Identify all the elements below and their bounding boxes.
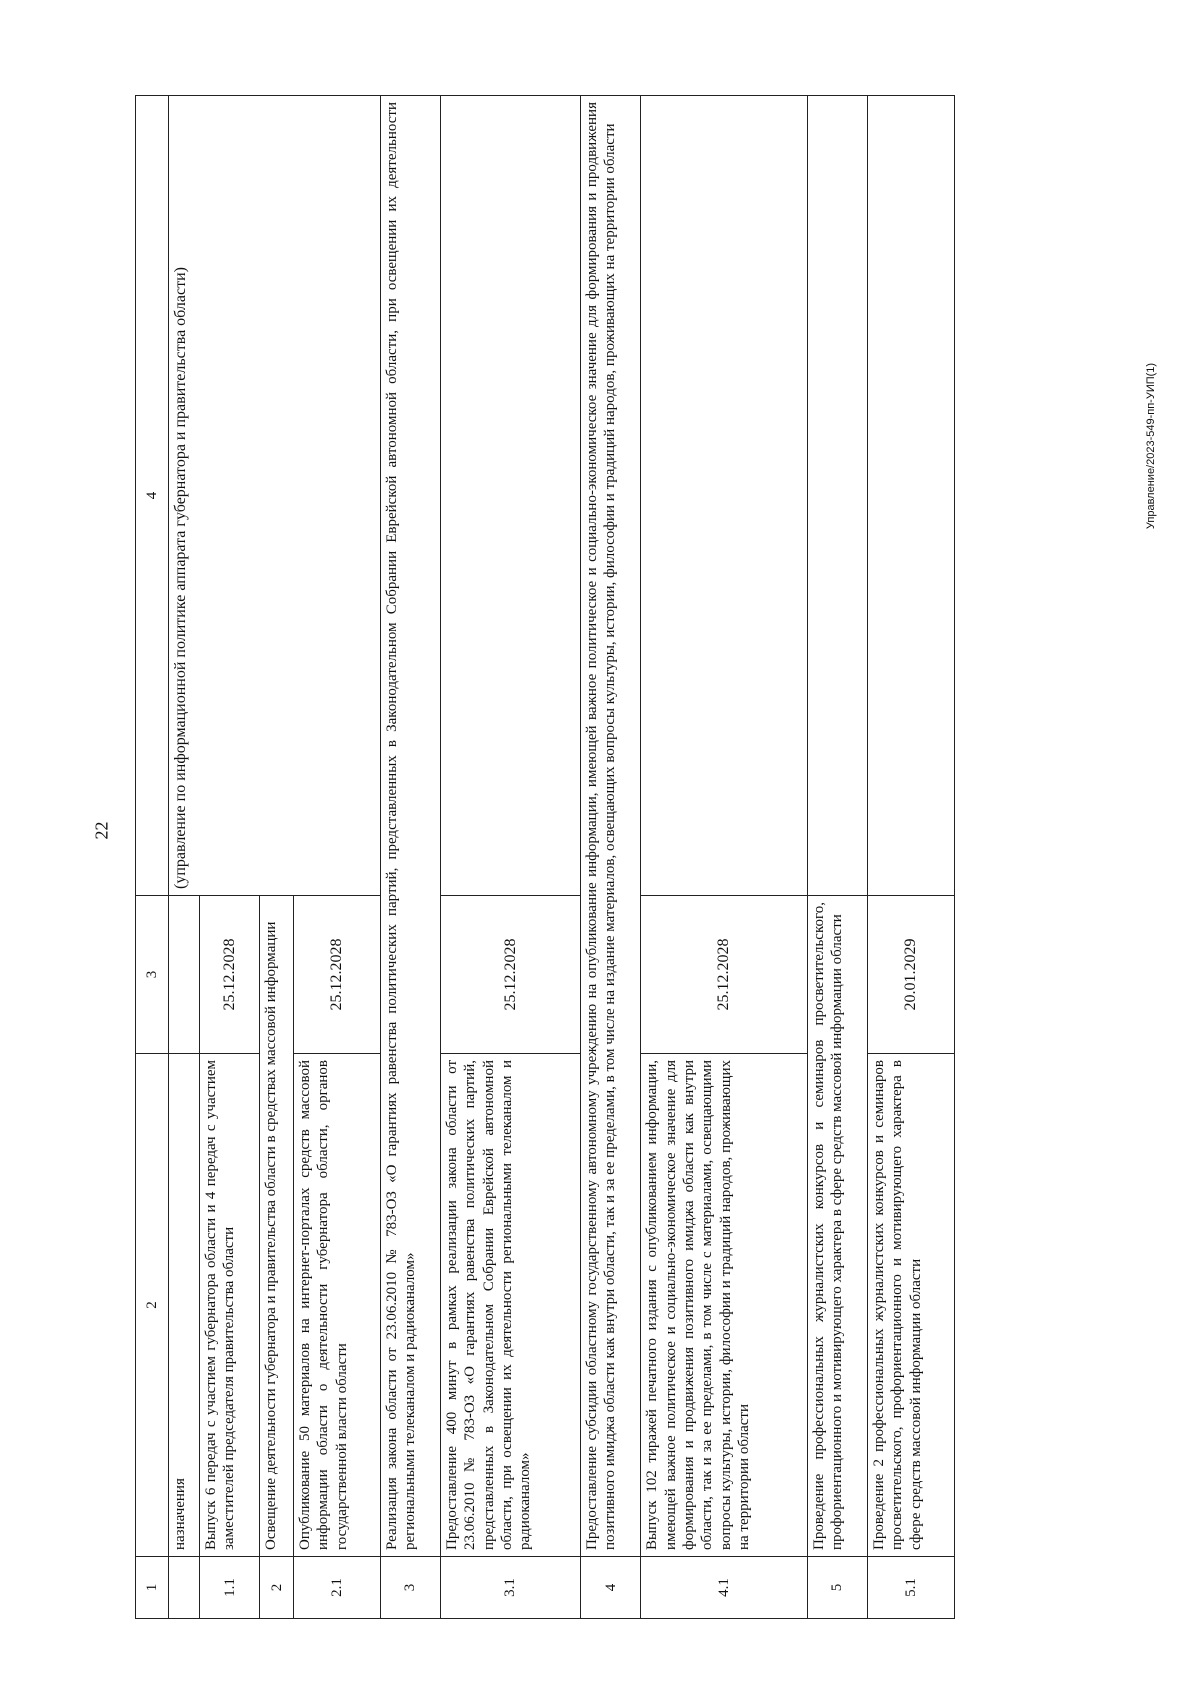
empty-cell [868, 96, 955, 896]
table-row [807, 96, 867, 1619]
row-date: 25.12.2028 [641, 896, 807, 1054]
header-row [136, 96, 169, 1619]
table-row [868, 96, 955, 1619]
section-title: Проведение профессиональных журналистских конкурсов и семинаров просветительского, профориентационного и мотивирующего характера в сфере средств массовой информации области [807, 896, 867, 1557]
header-cell-4: 4 [136, 96, 169, 896]
row-number: 4 [581, 1557, 641, 1619]
empty-cell [807, 96, 867, 896]
row-number: 4.1 [641, 1557, 807, 1619]
row-number: 2 [260, 1557, 294, 1619]
document-footer-code: Управление/2023-549-пп-УИП(1) [1145, 362, 1158, 530]
row-description: Проведение 2 профессиональных журналистских конкурсов и семинаров просветительского, профориентационного и мотивирующего характера в сфере средств массовой информации области [868, 1054, 955, 1557]
section-title: Освещение деятельности губернатора и правительства области в средствах массовой информации [260, 896, 294, 1557]
row-date: 25.12.2028 [294, 896, 381, 1054]
section-title: Реализация закона области от 23.06.2010 № 783-ОЗ «О гарантиях равенства политических партий, представленных в Законодательном Собрании Еврейской автономной области, при освещении их деятельности региональными телеканалом и радиоканалом» [380, 96, 440, 1557]
row-number: 1.1 [200, 1557, 260, 1619]
table-row [169, 96, 200, 1619]
row-number: 2.1 [294, 1557, 381, 1619]
header-cell-1: 1 [136, 1557, 169, 1619]
header-cell-2: 2 [136, 1054, 169, 1557]
row-description: Опубликование 50 материалов на интернет-порталах средств массовой информации области о деятельности губернатора области, органов государственной власти области [294, 1054, 381, 1557]
table-row [380, 96, 440, 1619]
row-description: назначения [169, 1054, 200, 1557]
plan-table [135, 95, 955, 1619]
row-number: 5 [807, 1557, 867, 1619]
row-date [169, 896, 200, 1054]
table-row [441, 96, 581, 1619]
table-row [581, 96, 641, 1619]
row-number [169, 1557, 200, 1619]
plan-table-rotated [135, 96, 955, 1619]
row-number: 3.1 [441, 1557, 581, 1619]
empty-cell [641, 96, 807, 896]
executor-cell: (управление по информационной политике аппарата губернатора и правительства области) [169, 96, 381, 896]
table-row [641, 96, 807, 1619]
row-date: 25.12.2028 [200, 896, 260, 1054]
row-number: 3 [380, 1557, 440, 1619]
row-number: 5.1 [868, 1557, 955, 1619]
empty-cell [441, 96, 581, 896]
page-number: 22 [91, 821, 112, 840]
row-description: Предоставление 400 минут в рамках реализации закона области от 23.06.2010 № 783-ОЗ «О гарантиях равенства политических партий, представленных в Законодательном Собрании Еврейской автономной области, при освещении их деятельности региональными телеканалом и радиоканалом» [441, 1054, 581, 1557]
row-description: Выпуск 102 тиражей печатного издания с опубликованием информации, имеющей важное политическое и социально-экономическое значение для формирования и продвижения позитивного имиджа области как внутри области, так и за ее пределами, в том числе с материалами, освещающими вопросы культуры, истории, философии и традиций народов, проживающих на территории области [641, 1054, 807, 1557]
header-cell-3: 3 [136, 896, 169, 1054]
row-date: 20.01.2029 [868, 896, 955, 1054]
row-date: 25.12.2028 [441, 896, 581, 1054]
section-title: Предоставление субсидии областному государственному автономному учреждению на опубликование информации, имеющей важное политическое и социально-экономическое значение для формирования и продвижения позитивного имиджа области как внутри области, так и за ее пределами, в том числе на издание материалов, освещающих вопросы культуры, истории, философии и традиций народов, проживающих на территории области [581, 96, 641, 1557]
row-description: Выпуск 6 передач с участием губернатора области и 4 передач с участием заместителей председателя правительства области [200, 1054, 260, 1557]
